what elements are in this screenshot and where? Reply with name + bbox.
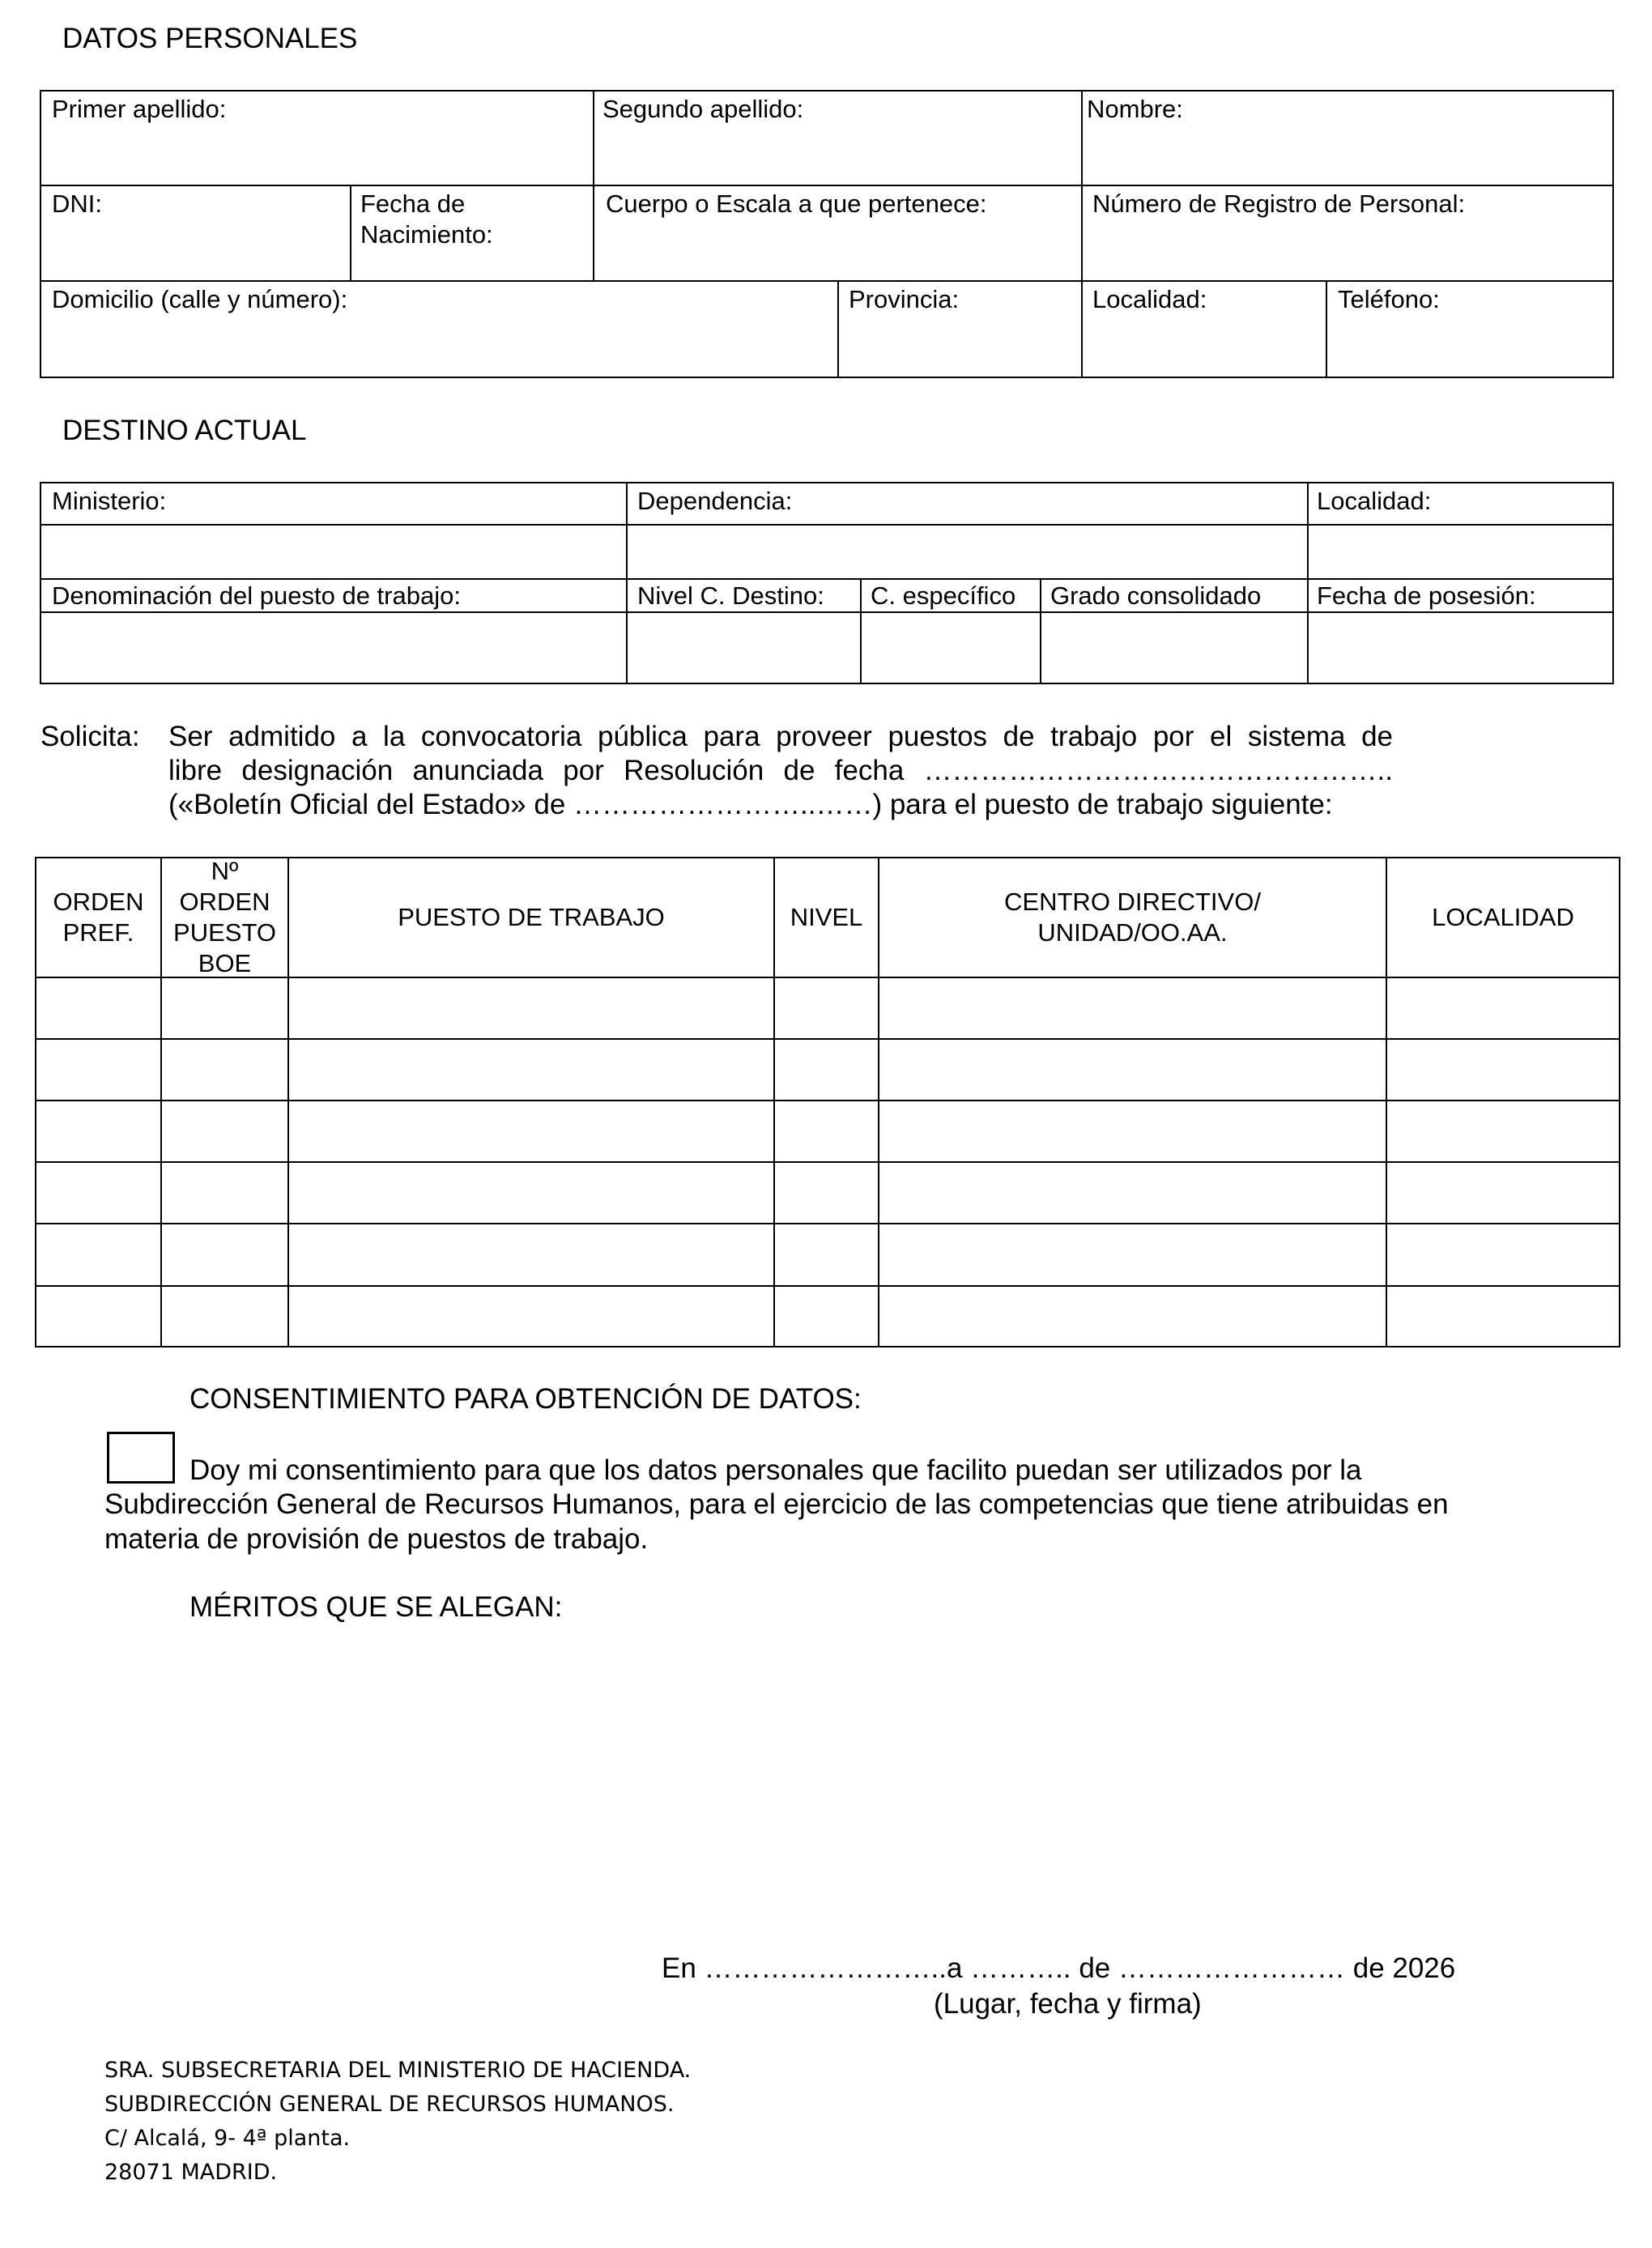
fecha-nacimiento-label-1: Fecha de bbox=[360, 189, 466, 218]
addressee-line-4: 28071 MADRID. bbox=[104, 2160, 278, 2185]
cuerpo-escala-field[interactable]: Cuerpo o Escala a que pertenece: bbox=[606, 189, 987, 218]
row-divider bbox=[40, 578, 1614, 580]
complemento-especifico-field[interactable]: C. específico bbox=[871, 581, 1016, 610]
header-numero-orden-line-2: ORDEN bbox=[179, 888, 270, 916]
row-divider bbox=[40, 611, 1614, 613]
header-numero-orden-line-4: BOE bbox=[198, 949, 252, 977]
col-divider bbox=[350, 185, 351, 280]
ministerio-field[interactable]: Ministerio: bbox=[52, 487, 167, 515]
col-divider bbox=[1081, 90, 1083, 378]
header-orden-pref-line-1: ORDEN bbox=[53, 888, 144, 916]
destino-section-title: DESTINO ACTUAL bbox=[62, 415, 307, 446]
denominacion-puesto-field[interactable]: Denominación del puesto de trabajo: bbox=[52, 581, 461, 610]
solicita-line-2: libre designación anunciada por Resolución de fecha ………………………………………….. bbox=[168, 755, 1393, 786]
header-centro-directivo-line-2: UNIDAD/OO.AA. bbox=[1037, 918, 1228, 947]
dependencia-field[interactable]: Dependencia: bbox=[637, 487, 793, 515]
nivel-destino-field[interactable]: Nivel C. Destino: bbox=[637, 581, 824, 610]
header-row-divider bbox=[35, 977, 1620, 978]
consent-line-3: materia de provisión de puestos de trabajo. bbox=[104, 1523, 649, 1555]
row-divider bbox=[35, 1100, 1620, 1101]
row-divider bbox=[35, 1161, 1620, 1163]
row-divider bbox=[35, 1223, 1620, 1224]
row-divider bbox=[40, 280, 1614, 282]
fecha-posesion-field[interactable]: Fecha de posesión: bbox=[1317, 581, 1536, 610]
consent-line-1: Doy mi consentimiento para que los datos personales que facilito puedan ser utilizados por la bbox=[189, 1454, 1362, 1486]
row-divider bbox=[35, 1285, 1620, 1287]
registro-personal-field[interactable]: Número de Registro de Personal: bbox=[1092, 189, 1466, 218]
meritos-title: MÉRITOS QUE SE ALEGAN: bbox=[189, 1591, 563, 1623]
signature-caption: (Lugar, fecha y firma) bbox=[934, 1988, 1202, 2020]
personal-section-title: DATOS PERSONALES bbox=[62, 23, 358, 54]
personal-data-table bbox=[40, 90, 1614, 378]
solicita-line-1: Ser admitido a la convocatoria pública para proveer puestos de trabajo por el sistema de bbox=[168, 721, 1393, 752]
fecha-nacimiento-label-2: Nacimiento: bbox=[360, 220, 493, 249]
addressee-line-2: SUBDIRECCIÓN GENERAL DE RECURSOS HUMANOS. bbox=[104, 2092, 675, 2117]
consent-checkbox[interactable] bbox=[107, 1432, 175, 1484]
col-divider bbox=[860, 578, 862, 684]
col-divider bbox=[593, 90, 594, 280]
addressee-line-3: C/ Alcalá, 9- 4ª planta. bbox=[104, 2126, 351, 2151]
consent-title: CONSENTIMIENTO PARA OBTENCIÓN DE DATOS: bbox=[189, 1383, 862, 1415]
col-divider bbox=[837, 280, 839, 378]
solicita-paragraph bbox=[168, 720, 1393, 822]
nombre-field[interactable]: Nombre: bbox=[1087, 95, 1183, 123]
grado-consolidado-field[interactable]: Grado consolidado bbox=[1050, 581, 1262, 610]
col-divider bbox=[626, 482, 628, 684]
row-divider bbox=[40, 524, 1614, 526]
solicita-label: Solicita: bbox=[40, 721, 140, 752]
addressee-line-1: SRA. SUBSECRETARIA DEL MINISTERIO DE HACIENDA. bbox=[104, 2058, 692, 2083]
header-centro-directivo bbox=[879, 858, 1386, 977]
solicita-line-3: («Boletín Oficial del Estado» de ……………………..……) para el puesto de trabajo siguiente: bbox=[168, 789, 1333, 820]
col-divider bbox=[1307, 482, 1309, 684]
row-divider bbox=[40, 185, 1614, 186]
col-divider bbox=[1326, 280, 1327, 378]
header-numero-orden-line-3: PUESTO bbox=[173, 918, 276, 947]
header-numero-orden-line-1: Nº bbox=[211, 857, 239, 885]
header-centro-directivo-line-1: CENTRO DIRECTIVO/ bbox=[1004, 888, 1261, 916]
signature-line[interactable]: En ……………………..a ……….. de …………………… de 2026 bbox=[662, 1952, 1456, 1984]
consent-line-2: Subdirección General de Recursos Humanos, para el ejercicio de las competencias que tiene atribuidas en bbox=[104, 1488, 1449, 1520]
col-divider bbox=[1040, 578, 1041, 684]
header-nivel: NIVEL bbox=[790, 903, 863, 931]
primer-apellido-field[interactable]: Primer apellido: bbox=[52, 95, 227, 123]
header-localidad: LOCALIDAD bbox=[1432, 903, 1574, 931]
fecha-nacimiento-field[interactable] bbox=[360, 189, 493, 250]
telefono-field[interactable]: Teléfono: bbox=[1338, 285, 1440, 313]
header-orden-pref-line-2: PREF. bbox=[62, 918, 134, 947]
header-orden-pref bbox=[36, 858, 160, 977]
domicilio-field[interactable]: Domicilio (calle y número): bbox=[52, 285, 348, 313]
header-puesto-trabajo: PUESTO DE TRABAJO bbox=[398, 903, 665, 931]
header-numero-orden bbox=[162, 858, 287, 977]
dni-field[interactable]: DNI: bbox=[52, 189, 102, 218]
addressee-block bbox=[104, 2054, 691, 2190]
segundo-apellido-field[interactable]: Segundo apellido: bbox=[602, 95, 804, 123]
destino-localidad-field[interactable]: Localidad: bbox=[1317, 487, 1432, 515]
localidad-field[interactable]: Localidad: bbox=[1092, 285, 1207, 313]
row-divider bbox=[35, 1038, 1620, 1040]
provincia-field[interactable]: Provincia: bbox=[849, 285, 960, 313]
